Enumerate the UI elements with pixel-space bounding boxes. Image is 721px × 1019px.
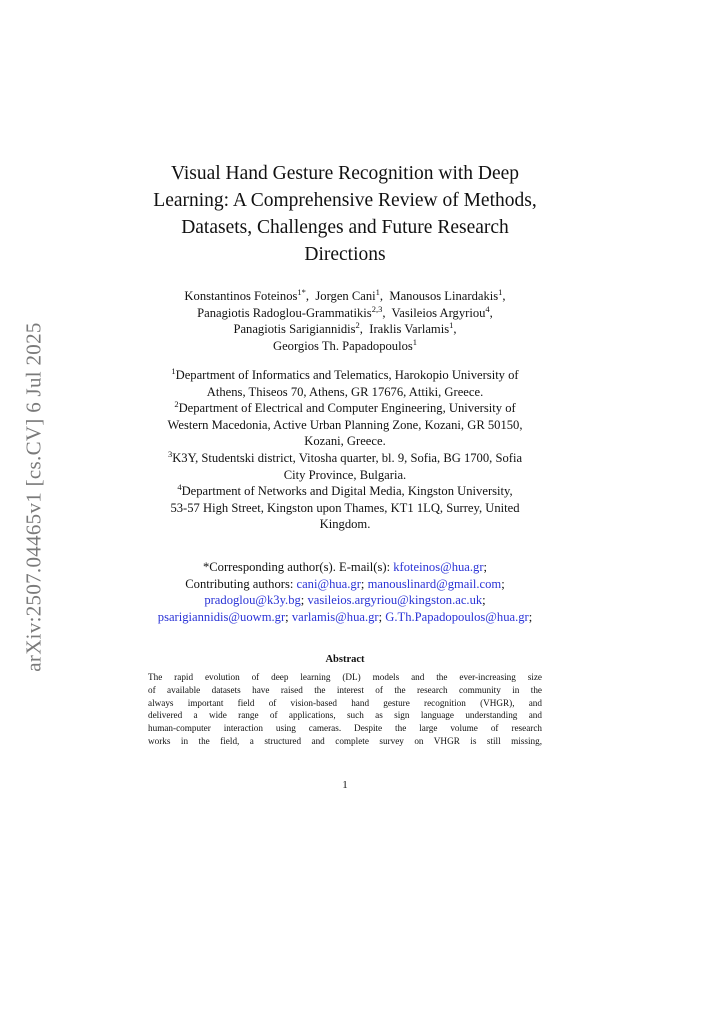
author-name: Georgios Th. Papadopoulos bbox=[272, 338, 413, 353]
author-affil-sup: 2 bbox=[355, 320, 360, 331]
title-line: Visual Hand Gesture Recognition with Deep bbox=[170, 163, 520, 184]
contributing-line: pradoglou@k3y.bg; vasileios.argyriou@kingston.ac.uk; bbox=[204, 593, 486, 608]
author-affil-sup: 1 bbox=[375, 287, 380, 297]
affiliation-line: Kozani, Greece. bbox=[304, 434, 386, 449]
author-name: Panagiotis Radoglou-Grammatikis bbox=[197, 305, 372, 320]
title-line: Learning: A Comprehensive Review of Methods, bbox=[153, 190, 537, 211]
author-name: Jorgen Cani bbox=[315, 289, 376, 303]
affiliation-text: Department of Electrical and Computer Engineering, University of bbox=[178, 401, 516, 416]
author-name: Manousos Linardakis bbox=[389, 289, 499, 303]
affiliation-sup: 1 bbox=[171, 366, 176, 376]
affiliation-line: Athens, Thiseos 70, Athens, GR 17676, Attiki, Greece. bbox=[206, 384, 484, 399]
affiliation-text: Department of Informatics and Telematics, Harokopio University of bbox=[175, 368, 519, 382]
affiliation-sup: 2 bbox=[174, 399, 179, 410]
corresponding-line: *Corresponding author(s). E-mail(s): kfoteinos@hua.gr; bbox=[202, 560, 488, 574]
author-affil-sup: 2,3 bbox=[371, 303, 383, 314]
contributing-line: psarigiannidis@uowm.gr; varlamis@hua.gr; G.Th.Papadopoulos@hua.gr; bbox=[157, 609, 533, 624]
email-link[interactable]: pradoglou@k3y.bg bbox=[204, 593, 301, 608]
abstract-line: human-computer interaction using cameras. Despite the large volume of research bbox=[148, 723, 542, 734]
paper-title bbox=[132, 160, 558, 268]
author-line: Panagiotis Sarigiannidis$^2$, Iraklis Varlamis$^1$, bbox=[233, 320, 457, 337]
title-line: Directions bbox=[304, 244, 386, 265]
author-affil-sup: 4 bbox=[485, 303, 490, 314]
title-line: Datasets, Challenges and Future Research bbox=[181, 217, 509, 238]
abstract-line: always important field of vision-based hand gesture recognition (VHGR), and bbox=[148, 697, 542, 708]
affiliation-line bbox=[120, 450, 570, 467]
affiliation-line bbox=[120, 483, 570, 500]
abstract-line: delivered a wide range of applications, such as sign language understanding and bbox=[148, 710, 542, 721]
contact-emails bbox=[120, 559, 570, 625]
affiliation-sup: 3 bbox=[167, 448, 173, 459]
abstract-line: of available datasets have raised the interest of the research community in the bbox=[148, 684, 542, 695]
author-affil-sup: 1 bbox=[412, 336, 418, 347]
affiliation-line: City Province, Bulgaria. bbox=[283, 467, 407, 482]
affiliations bbox=[120, 367, 570, 533]
author-affil-sup: 1 bbox=[449, 320, 454, 331]
email-link[interactable]: psarigiannidis@uowm.gr bbox=[157, 609, 286, 624]
author-line bbox=[120, 338, 570, 355]
corresponding-label: *Corresponding author(s). E-mail(s): bbox=[202, 560, 391, 574]
affiliation-line: Western Macedonia, Active Urban Planning Zone, Kozani, GR 50150, bbox=[167, 417, 523, 432]
author-name: Vasileios Argyriou bbox=[391, 305, 486, 320]
author-affil-sup: 1 bbox=[498, 287, 503, 297]
email-link[interactable]: cani@hua.gr bbox=[296, 576, 361, 591]
abstract-line: works in the field, a structured and complete survey on VHGR is still missing, bbox=[148, 735, 542, 746]
contributing-line: Contributing authors: cani@hua.gr; manouslinard@gmail.com; bbox=[185, 576, 505, 591]
author-line: Konstantinos Foteinos$^{1*}$, Jorgen Cani$^1$, Manousos Linardakis$^1$, bbox=[184, 287, 506, 303]
email-link[interactable]: varlamis@hua.gr bbox=[291, 609, 379, 624]
author-line: Panagiotis Radoglou-Grammatikis$^{2,3}$, Vasileios Argyriou$^4$, bbox=[197, 303, 493, 320]
author-list bbox=[120, 288, 570, 354]
email-link[interactable]: kfoteinos@hua.gr bbox=[393, 560, 484, 574]
abstract-heading: Abstract bbox=[325, 654, 365, 665]
author-affil-sup: 1* bbox=[297, 287, 306, 297]
author-name: Panagiotis Sarigiannidis bbox=[233, 322, 356, 337]
affiliation-line bbox=[120, 367, 570, 384]
author-name: Konstantinos Foteinos bbox=[184, 289, 298, 303]
email-link[interactable]: manouslinard@gmail.com bbox=[367, 576, 502, 591]
contributing-label: Contributing authors: bbox=[185, 576, 294, 591]
affiliation-line bbox=[120, 400, 570, 417]
affiliation-line: Kingdom. bbox=[319, 517, 371, 532]
abstract-line: The rapid evolution of deep learning (DL) models and the ever-increasing size bbox=[148, 672, 542, 682]
email-link[interactable]: vasileios.argyriou@kingston.ac.uk bbox=[307, 593, 483, 608]
page-number: 1 bbox=[342, 779, 348, 791]
email-link[interactable]: G.Th.Papadopoulos@hua.gr bbox=[385, 609, 529, 624]
affiliation-text: K3Y, Studentski district, Vitosha quarter, bl. 9, Sofia, BG 1700, Sofia bbox=[172, 450, 523, 465]
affiliation-sup: 4 bbox=[177, 482, 182, 493]
abstract-body bbox=[148, 671, 542, 748]
affiliation-text: Department of Networks and Digital Media, Kingston University, bbox=[181, 484, 513, 499]
arxiv-identifier-stamp: arXiv:2507.04465v1 [cs.CV] 6 Jul 2025 bbox=[21, 322, 46, 672]
author-name: Iraklis Varlamis bbox=[369, 322, 450, 337]
affiliation-line: 53-57 High Street, Kingston upon Thames, KT1 1LQ, Surrey, United bbox=[170, 500, 520, 515]
